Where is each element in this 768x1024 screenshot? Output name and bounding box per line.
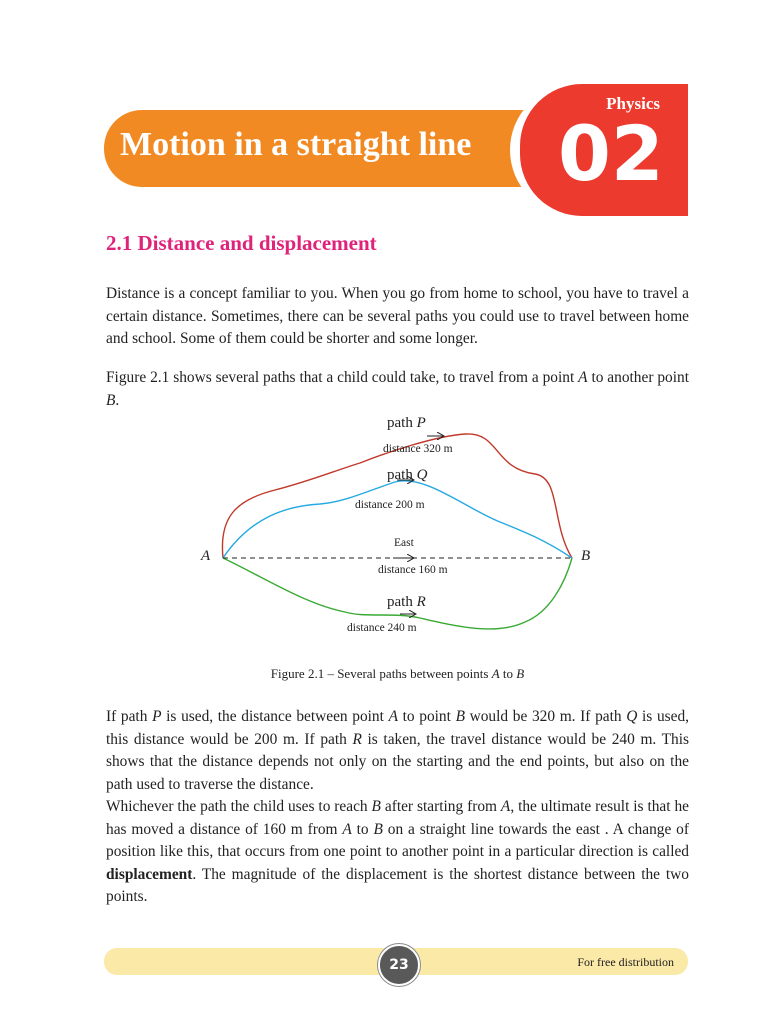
displacement-paragraph: Whichever the path the child uses to reach B after starting from A, the ultimate result is that he has moved a distance of 160 m from A to B on a straight line towards the east . A change of position like this, that occurs from one point to another point in a particular direction is called displacement. The magnitude of the displacement is the shortest distance between the two points.: [106, 798, 689, 905]
paths-paragraph: If path P is used, the distance between point A to point B would be 320 m. If path Q is used, this distance would be 200 m. If path R is taken, the travel distance would be 240 m. This shows that the distance depends not only on the starting and the end points, but also on the path used to traverse the distance.: [106, 708, 689, 793]
point-a-label: A: [201, 548, 211, 564]
figure-caption: Figure 2.1 – Several paths between points A to B: [270, 666, 525, 681]
path-q-label: path Q: [387, 467, 428, 483]
figure-paths: [195, 408, 605, 648]
point-b-label: B: [581, 548, 591, 564]
path-p-distance: distance 320 m: [383, 443, 453, 455]
intro-paragraph: Distance is a concept familiar to you. When you go from home to school, you have to travel a certain distance. Sometimes, there can be several paths you could use to travel between home and school. Some of them could be shorter and some longer.: [106, 285, 689, 347]
page-number: 23: [378, 944, 420, 986]
path-r-distance: distance 240 m: [347, 622, 417, 634]
path-r-label: path R: [387, 594, 426, 610]
chapter-title: Motion in a straight line: [120, 126, 472, 163]
chapter-badge: [520, 84, 688, 216]
east-label: East: [394, 537, 414, 549]
subject-label: Physics: [606, 94, 660, 113]
distribution-note: For free distribution: [577, 955, 674, 969]
chapter-number: 02: [558, 109, 664, 198]
path-p-label: path P: [387, 415, 426, 431]
path-q-distance: distance 200 m: [355, 499, 425, 511]
chapter-banner: [104, 110, 544, 187]
figure-intro-paragraph: Figure 2.1 shows several paths that a child could take, to travel from a point A to another point B.: [106, 369, 689, 409]
straight-distance: distance 160 m: [378, 564, 448, 576]
section-heading: 2.1 Distance and displacement: [106, 231, 377, 255]
